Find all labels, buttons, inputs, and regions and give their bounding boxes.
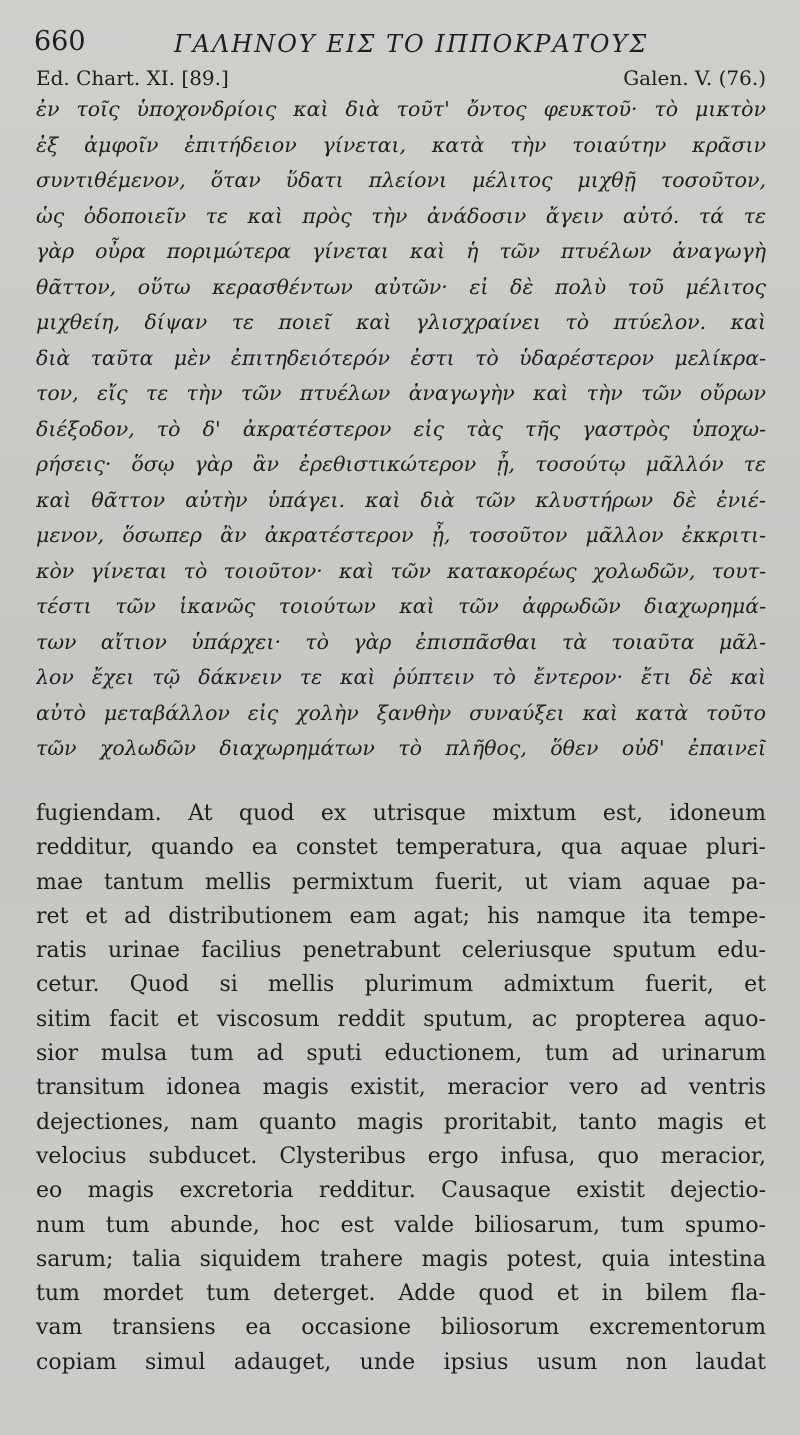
edition-reference-galen: Galen. V. (76.) [623,66,766,90]
latin-text-line: dejectiones, nam quanto magis proritabit, tanto magis et [36,1109,766,1135]
greek-text-line: θᾶττον, οὕτω κερασθέντων αὐτῶν· εἰ δὲ πολὺ τοῦ μέλιτος [36,274,766,299]
latin-text-line: vam transiens ea occasione biliosorum excrementorum [36,1315,766,1341]
latin-text-line: copiam simul adauget, unde ipsius usum non laudat [36,1349,766,1375]
greek-text-line: διέξοδον, τὸ δ' ἀκρατέστερον εἰς τὰς τῆς γαστρὸς ὑποχω- [36,416,766,441]
latin-text-line: ret et ad distributionem eam agat; his namque ita tempe- [36,903,766,929]
latin-text-line: velocius subducet. Clysteribus ergo infusa, quo meracior, [36,1143,766,1169]
greek-text-line: διὰ ταῦτα μὲν ἐπιτηδειότερόν ἐστι τὸ ὑδαρέστερον μελίκρα- [36,345,766,370]
running-title: ΓΑΛΗΝΟΥ ΕΙΣ ΤΟ ΙΠΠΟΚΡΑΤΟΥΣ [174,30,649,58]
greek-text-line: μιχθείη, δίψαν τε ποιεῖ καὶ γλισχραίνει τὸ πτύελον. καὶ [36,310,766,334]
greek-text-line: ρήσεις· ὅσῳ γὰρ ἂν ἐρεθιστικώτερον ᾖ, τοσούτῳ μᾶλλόν τε [36,452,766,476]
latin-text-line: sitim facit et viscosum reddit sputum, ac propterea aquo- [36,1006,766,1032]
latin-text-line: fugiendam. At quod ex utrisque mixtum est, idoneum [36,801,766,826]
greek-text-line: ἐξ ἀμφοῖν ἐπιτήδειον γίνεται, κατὰ τὴν τοιαύτην κρᾶσιν [36,132,766,157]
latin-text-line: tum mordet tum deterget. Adde quod et in bilem fla- [36,1281,766,1307]
greek-text-line: των αἴτιον ὑπάρχει· τὸ γὰρ ἐπισπᾶσθαι τὰ τοιαῦτα μᾶλ- [36,629,766,654]
greek-text-line: μενον, ὅσωπερ ἂν ἀκρατέστερον ᾖ, τοσοῦτον μᾶλλον ἐκκριτι- [36,523,766,547]
latin-text-line: mae tantum mellis permixtum fuerit, ut viam aquae pa- [36,869,766,895]
edition-reference-chartier: Ed. Chart. XI. [89.] [36,66,229,90]
greek-text-line: ἐν τοῖς ὑποχονδρίοις καὶ διὰ τοῦτ' ὄντος φευκτοῦ· τὸ μικτὸν [36,97,766,121]
greek-text-block [36,92,766,767]
latin-text-line: eo magis excretoria redditur. Causaque existit dejectio- [36,1178,766,1204]
latin-text-line: sior mulsa tum ad sputi eductionem, tum ad urinarum [36,1041,766,1067]
greek-text-line: κὸν γίνεται τὸ τοιοῦτον· καὶ τῶν κατακορέως χολωδῶν, τουτ- [36,558,766,583]
page-header [34,22,774,62]
greek-text-line: τον, εἴς τε τὴν τῶν πτυέλων ἀναγωγὴν καὶ τὴν τῶν οὔρων [36,381,766,405]
page-number: 660 [34,26,86,57]
latin-text-line: transitum idonea magis existit, meracior vero ad ventris [36,1075,766,1101]
latin-text-line: redditur, quando ea constet temperatura, qua aquae pluri- [36,835,766,861]
greek-text-line: γὰρ οὖρα ποριμώτερα γίνεται καὶ ἡ τῶν πτυέλων ἀναγωγὴ [36,239,766,263]
latin-text-line: ratis urinae facilius penetrabunt celeriusque sputum edu- [36,938,766,964]
latin-text-block [36,797,766,1380]
latin-text-line: sarum; talia siquidem trahere magis potest, quia intestina [36,1246,766,1272]
greek-text-line: συντιθέμενον, ὅταν ὕδατι πλείονι μέλιτος μιχθῇ τοσοῦτον, [36,168,766,192]
greek-text-line: λον ἔχει τῷ δάκνειν τε καὶ ῥύπτειν τὸ ἔντερον· ἔτι δὲ καὶ [36,665,766,689]
latin-text-line: cetur. Quod si mellis plurimum admixtum fuerit, et [36,972,766,998]
greek-text-line: τῶν χολωδῶν διαχωρημάτων τὸ πλῆθος, ὅθεν οὐδ' ἐπαινεῖ [36,736,766,760]
latin-text-line: num tum abunde, hoc est valde biliosarum, tum spumo- [36,1212,766,1238]
greek-text-line: αὐτὸ μεταβάλλον εἰς χολὴν ξανθὴν συναύξει καὶ κατὰ τοῦτο [36,700,766,725]
greek-text-line: ὡς ὁδοποιεῖν τε καὶ πρὸς τὴν ἀνάδοσιν ἄγειν αὐτό. τά τε [36,203,766,228]
greek-text-line: τέστι τῶν ἱκανῶς τοιούτων καὶ τῶν ἀφρωδῶν διαχωρημά- [36,594,766,618]
greek-text-line: καὶ θᾶττον αὐτὴν ὑπάγει. καὶ διὰ τῶν κλυστήρων δὲ ἐνιέ- [36,487,766,512]
